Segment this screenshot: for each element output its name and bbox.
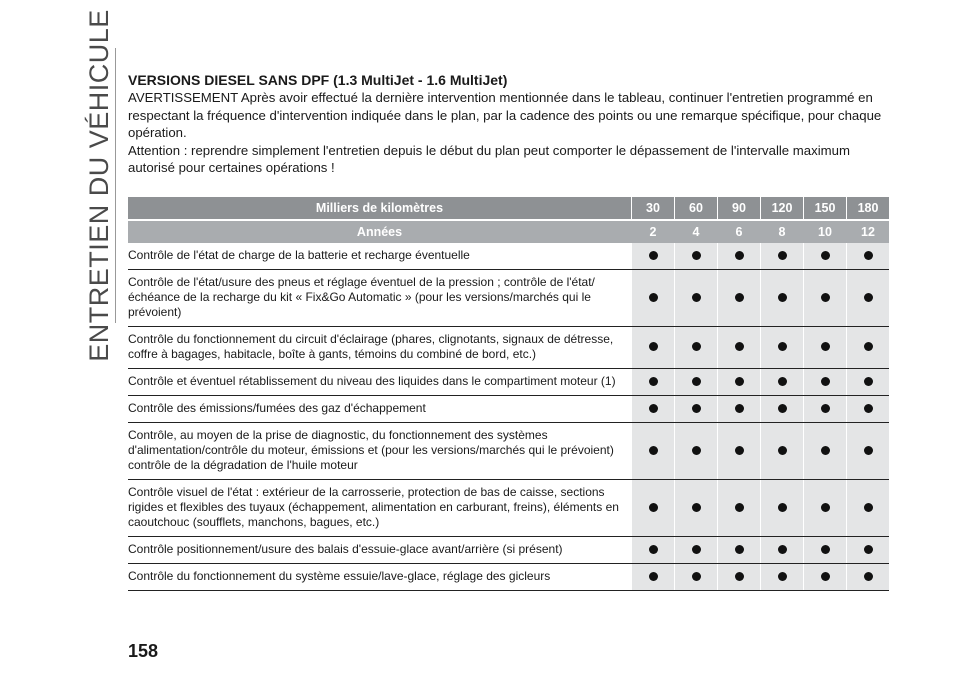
interval-cell	[761, 270, 803, 327]
interval-cell	[718, 369, 760, 396]
interval-cell	[632, 564, 674, 591]
table-row	[128, 423, 889, 480]
interval-cell	[804, 564, 846, 591]
bullet-icon	[692, 572, 701, 581]
interval-cell	[847, 369, 889, 396]
bullet-icon	[778, 572, 787, 581]
km-value: 180	[847, 197, 889, 220]
table-row	[128, 270, 889, 327]
interval-cell	[632, 270, 674, 327]
warning-paragraph: AVERTISSEMENT Après avoir effectué la dernière intervention mentionnée dans le tableau, continuer l'entretien programmé en respectant la fréquence d'intervention indiquée dans le plan, par la cadence des points ou une remarque spécifique, pour chaque opération.	[128, 90, 882, 140]
interval-cell	[675, 564, 717, 591]
operation-label: Contrôle visuel de l'état : extérieur de la carrosserie, protection de bas de caisse, sections rigides et flexibles des tuyaux (échappement, alimentation en carburant, freins), éléments en caoutchouc (soufflets, manchons, bagues, etc.)	[128, 480, 631, 537]
interval-cell	[761, 480, 803, 537]
operation-label: Contrôle du fonctionnement du système essuie/lave-glace, réglage des gicleurs	[128, 564, 631, 591]
year-value: 8	[761, 220, 803, 243]
operation-label: Contrôle, au moyen de la prise de diagnostic, du fonctionnement des systèmes d'alimentation/contrôle du moteur, émissions et (pour les versions/marchés qui le prévoient) contrôle de la dégradation de l'huile moteur	[128, 423, 631, 480]
table-row	[128, 396, 889, 423]
bullet-icon	[735, 572, 744, 581]
km-header-label: Milliers de kilomètres	[128, 197, 631, 220]
interval-cell	[675, 396, 717, 423]
interval-cell	[761, 243, 803, 270]
bullet-icon	[692, 404, 701, 413]
side-section-title	[74, 9, 124, 362]
interval-cell	[632, 396, 674, 423]
bullet-icon	[692, 446, 701, 455]
bullet-icon	[649, 503, 658, 512]
bullet-icon	[821, 545, 830, 554]
interval-cell	[632, 423, 674, 480]
interval-cell	[718, 327, 760, 369]
interval-cell	[847, 270, 889, 327]
operation-label: Contrôle du fonctionnement du circuit d'éclairage (phares, clignotants, signaux de détresse, coffre à bagages, habitacle, boîte à gants, témoins du combiné de bord, etc.)	[128, 327, 631, 369]
interval-cell	[675, 369, 717, 396]
km-value: 60	[675, 197, 717, 220]
interval-cell	[804, 243, 846, 270]
bullet-icon	[649, 377, 658, 386]
bullet-icon	[649, 404, 658, 413]
bullet-icon	[821, 503, 830, 512]
table-row	[128, 537, 889, 564]
table-row	[128, 369, 889, 396]
interval-cell	[675, 423, 717, 480]
table-row	[128, 564, 889, 591]
bullet-icon	[821, 293, 830, 302]
bullet-icon	[821, 342, 830, 351]
operation-label: Contrôle et éventuel rétablissement du niveau des liquides dans le compartiment moteur (1)	[128, 369, 631, 396]
interval-cell	[847, 396, 889, 423]
bullet-icon	[821, 446, 830, 455]
bullet-icon	[778, 446, 787, 455]
bullet-icon	[864, 545, 873, 554]
km-value: 120	[761, 197, 803, 220]
interval-cell	[804, 270, 846, 327]
bullet-icon	[649, 342, 658, 351]
table-row	[128, 243, 889, 270]
interval-cell	[761, 327, 803, 369]
year-value: 2	[632, 220, 674, 243]
interval-cell	[632, 327, 674, 369]
interval-cell	[718, 480, 760, 537]
interval-cell	[718, 537, 760, 564]
bullet-icon	[778, 293, 787, 302]
bullet-icon	[821, 572, 830, 581]
year-value: 10	[804, 220, 846, 243]
interval-cell	[804, 537, 846, 564]
bullet-icon	[649, 293, 658, 302]
bullet-icon	[778, 251, 787, 260]
interval-cell	[675, 480, 717, 537]
side-section-title-text: ENTRETIEN DU VÉHICULE	[83, 9, 114, 362]
operation-label: Contrôle des émissions/fumées des gaz d'échappement	[128, 396, 631, 423]
bullet-icon	[778, 545, 787, 554]
bullet-icon	[735, 251, 744, 260]
interval-cell	[632, 369, 674, 396]
bullet-icon	[778, 404, 787, 413]
operation-label: Contrôle de l'état de charge de la batterie et recharge éventuelle	[128, 243, 631, 270]
interval-cell	[632, 537, 674, 564]
page-number: 158	[128, 641, 159, 661]
bullet-icon	[821, 251, 830, 260]
section-heading: VERSIONS DIESEL SANS DPF (1.3 MultiJet - 1.6 MultiJet)	[128, 72, 508, 88]
bullet-icon	[692, 342, 701, 351]
bullet-icon	[821, 377, 830, 386]
interval-cell	[675, 537, 717, 564]
bullet-icon	[864, 503, 873, 512]
operation-label: Contrôle positionnement/usure des balais d'essuie-glace avant/arrière (si présent)	[128, 537, 631, 564]
interval-cell	[804, 480, 846, 537]
interval-cell	[847, 423, 889, 480]
interval-cell	[847, 537, 889, 564]
interval-cell	[847, 480, 889, 537]
bullet-icon	[692, 293, 701, 302]
interval-cell	[761, 564, 803, 591]
bullet-icon	[864, 251, 873, 260]
km-value: 90	[718, 197, 760, 220]
bullet-icon	[649, 545, 658, 554]
bullet-icon	[864, 342, 873, 351]
side-divider	[115, 48, 116, 323]
interval-cell	[675, 327, 717, 369]
interval-cell	[847, 243, 889, 270]
interval-cell	[804, 327, 846, 369]
years-header-label: Années	[128, 220, 631, 243]
interval-cell	[675, 243, 717, 270]
bullet-icon	[735, 342, 744, 351]
km-value: 150	[804, 197, 846, 220]
table-row	[128, 327, 889, 369]
bullet-icon	[778, 503, 787, 512]
bullet-icon	[692, 503, 701, 512]
bullet-icon	[864, 293, 873, 302]
bullet-icon	[864, 446, 873, 455]
interval-cell	[718, 564, 760, 591]
interval-cell	[632, 243, 674, 270]
bullet-icon	[735, 446, 744, 455]
year-value: 12	[847, 220, 889, 243]
bullet-icon	[735, 404, 744, 413]
interval-cell	[718, 270, 760, 327]
bullet-icon	[649, 446, 658, 455]
maintenance-table	[128, 197, 889, 591]
interval-cell	[761, 396, 803, 423]
operation-label: Contrôle de l'état/usure des pneus et réglage éventuel de la pression ; contrôle de l'état/échéance de la recharge du kit « Fix&Go Automatic » (pour les versions/marchés qui le prévoient)	[128, 270, 631, 327]
km-value: 30	[632, 197, 674, 220]
bullet-icon	[735, 545, 744, 554]
bullet-icon	[864, 572, 873, 581]
bullet-icon	[649, 251, 658, 260]
interval-cell	[847, 564, 889, 591]
interval-cell	[718, 243, 760, 270]
bullet-icon	[735, 377, 744, 386]
km-header-row	[128, 197, 889, 220]
interval-cell	[804, 423, 846, 480]
bullet-icon	[735, 503, 744, 512]
interval-cell	[718, 396, 760, 423]
table-row	[128, 480, 889, 537]
bullet-icon	[778, 342, 787, 351]
interval-cell	[632, 480, 674, 537]
interval-cell	[761, 537, 803, 564]
bullet-icon	[821, 404, 830, 413]
intro-block	[128, 72, 885, 177]
interval-cell	[847, 327, 889, 369]
interval-cell	[718, 423, 760, 480]
bullet-icon	[649, 572, 658, 581]
interval-cell	[761, 423, 803, 480]
interval-cell	[804, 369, 846, 396]
year-value: 6	[718, 220, 760, 243]
interval-cell	[761, 369, 803, 396]
bullet-icon	[692, 251, 701, 260]
attention-paragraph: Attention : reprendre simplement l'entretien depuis le début du plan peut comporter le dépassement de l'intervalle maximum autorisé pour certaines opérations !	[128, 142, 850, 175]
bullet-icon	[864, 377, 873, 386]
bullet-icon	[778, 377, 787, 386]
interval-cell	[675, 270, 717, 327]
bullet-icon	[692, 377, 701, 386]
bullet-icon	[864, 404, 873, 413]
bullet-icon	[692, 545, 701, 554]
interval-cell	[804, 396, 846, 423]
bullet-icon	[735, 293, 744, 302]
year-value: 4	[675, 220, 717, 243]
years-header-row	[128, 220, 889, 243]
